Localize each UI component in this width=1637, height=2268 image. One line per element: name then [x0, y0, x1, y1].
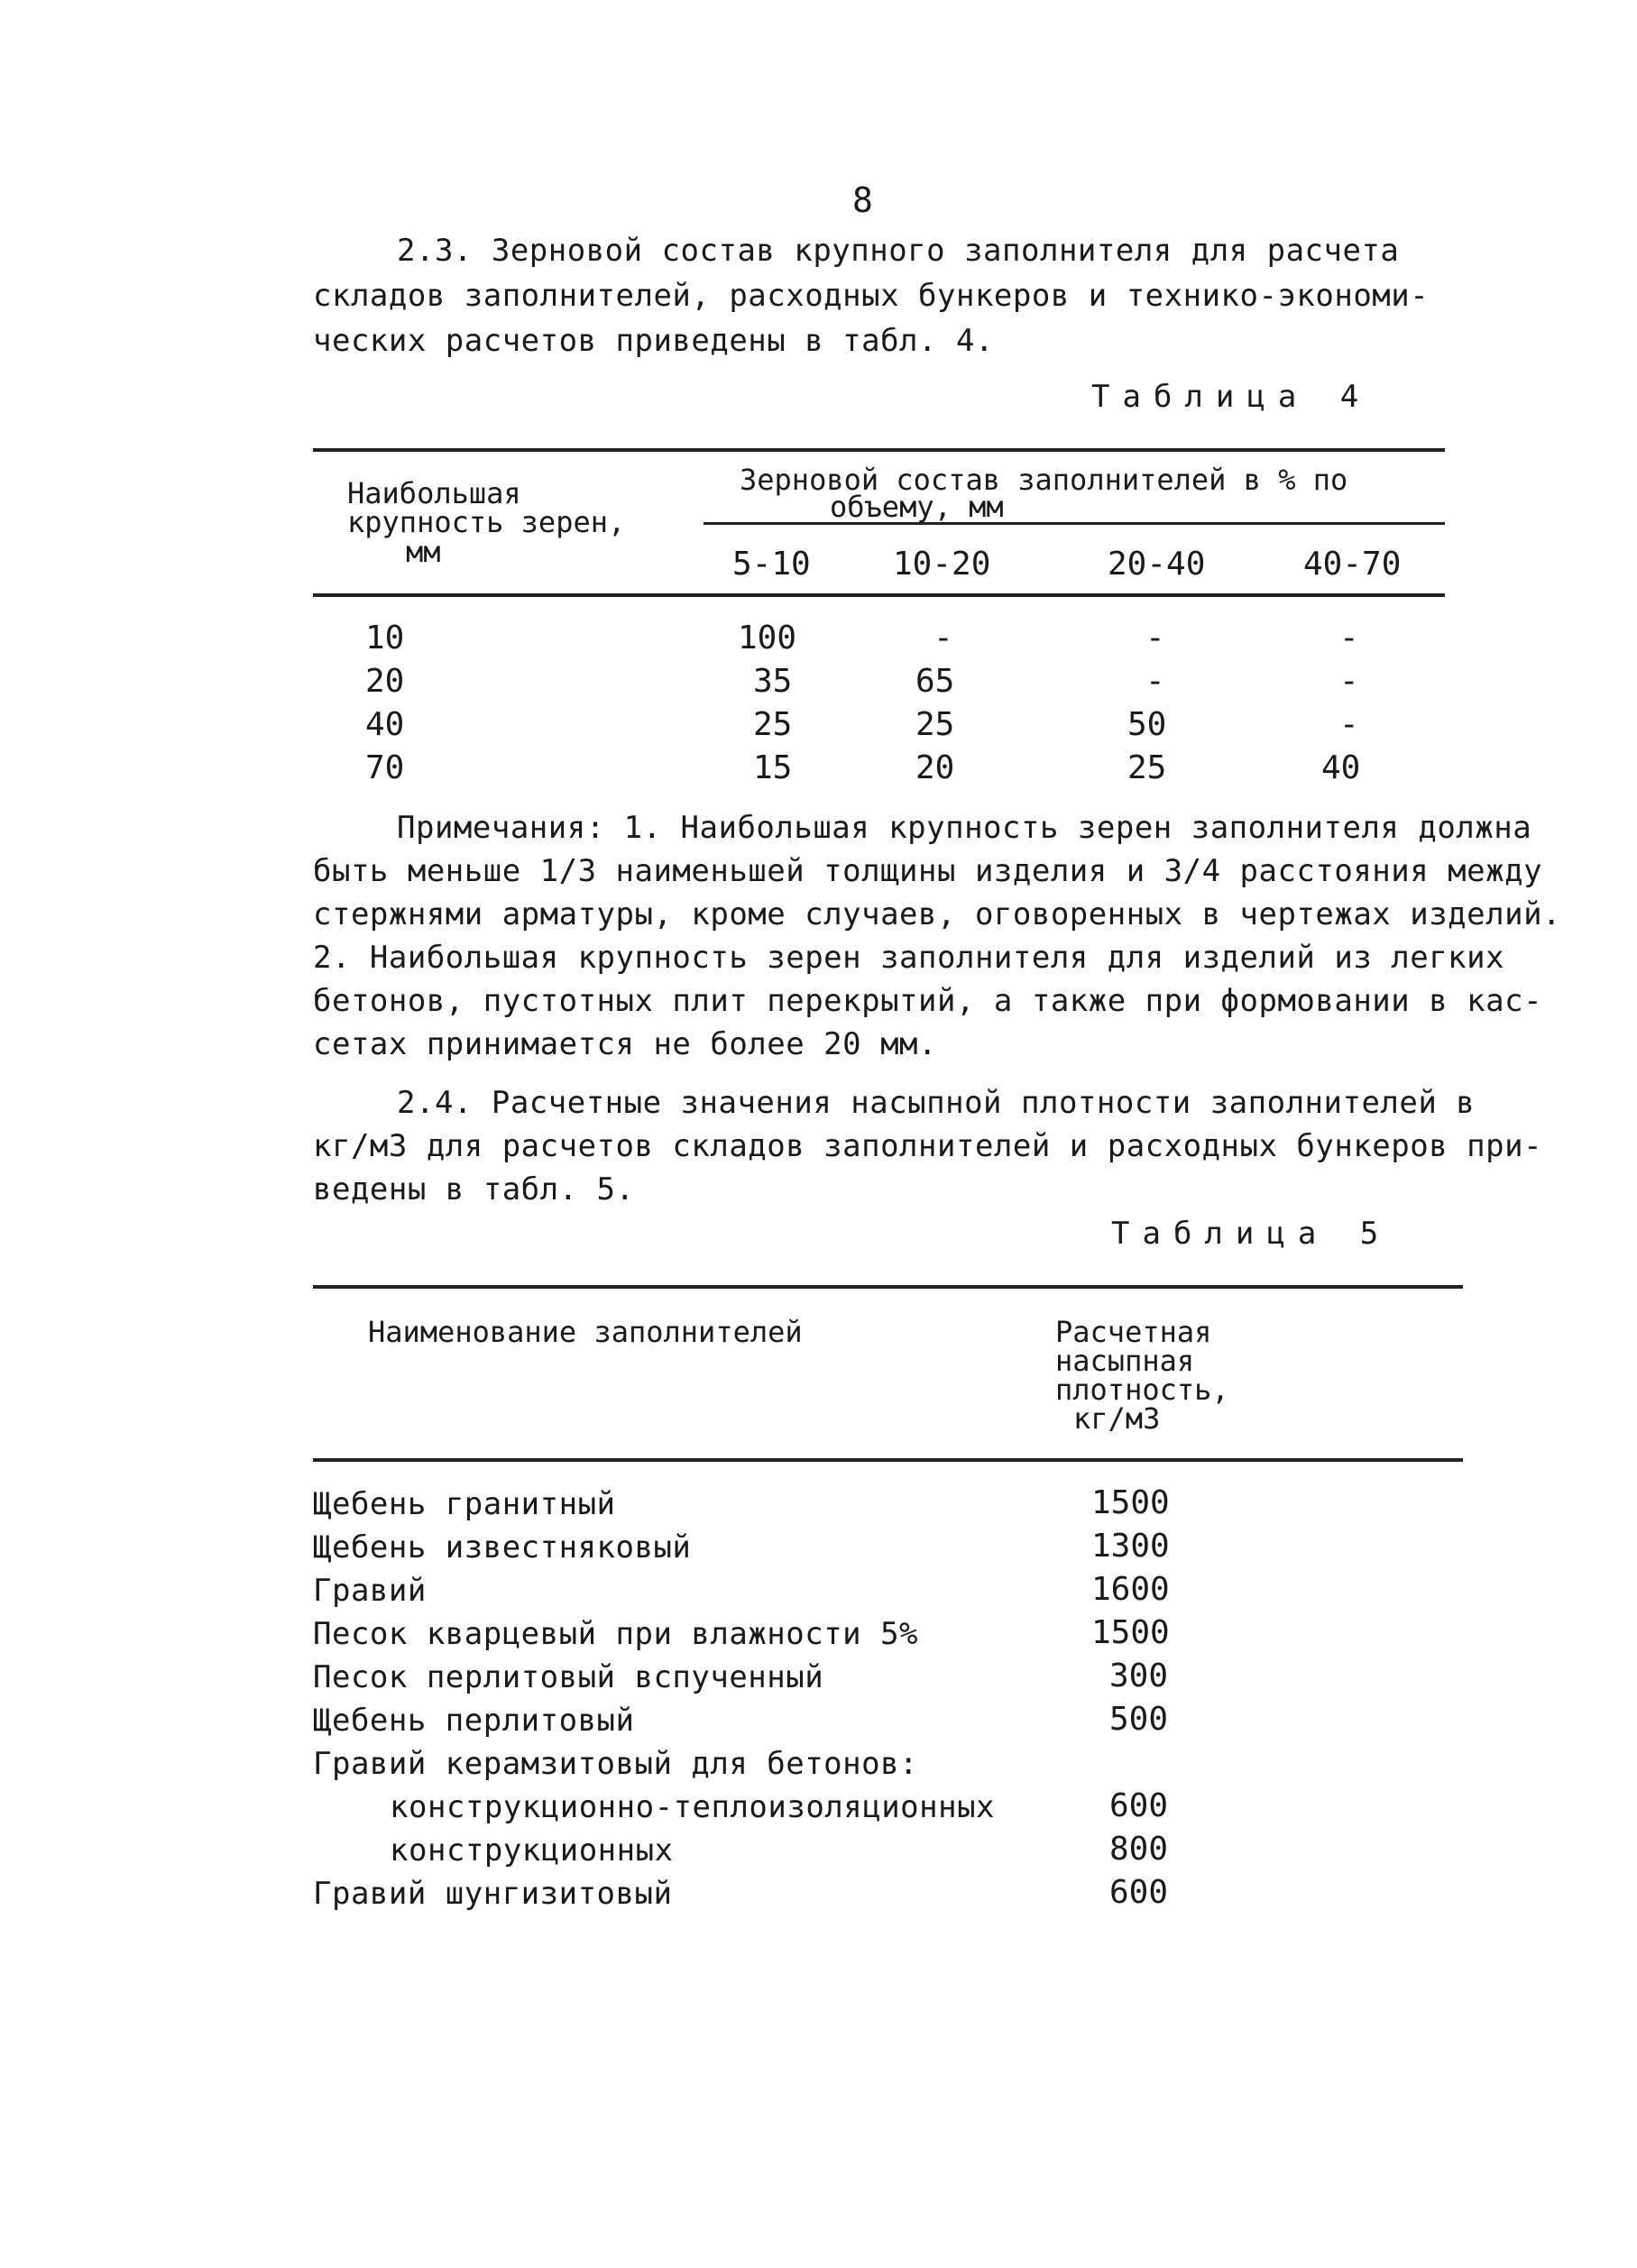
page-number: 8 [852, 180, 873, 220]
table-5-name: Щебень гранитный [313, 1486, 616, 1522]
table-4-cell: 65 [915, 663, 955, 700]
table-4-col-header-40-70: 40-70 [1303, 546, 1402, 583]
notes-line-4: 2. Наибольшая крупность зерен заполнителя для изделий из легких [313, 940, 1505, 976]
table-4-col-header-10-20: 10-20 [893, 546, 991, 583]
table-4-group-rule [704, 522, 1445, 525]
table-5-value: 1500 [1091, 1484, 1170, 1521]
table-4-cell: 25 [1127, 749, 1167, 786]
table-4-header-size-line-1: Наибольшая [347, 476, 521, 510]
section-2-3-line-1: 2.3. Зерновой состав крупного заполнителя для расчета [397, 233, 1400, 269]
table-4-size: 40 [365, 706, 405, 743]
table-4-cell: - [933, 620, 953, 657]
table-4-group-header-2: объему, мм [830, 490, 1004, 524]
section-2-4-line-1: 2.4. Расчетные значения насыпной плотности заполнителей в [397, 1085, 1476, 1121]
table-4-cell: 100 [738, 620, 797, 657]
table-4-group-header: Зерновой состав заполнителей в % по [740, 463, 1348, 497]
notes-line-1: Примечания: 1. Наибольшая крупность зерен заполнителя должна [397, 810, 1532, 846]
table-4-size: 10 [365, 620, 405, 657]
table-4-cell: 20 [915, 749, 955, 786]
table-4-cell: 25 [753, 706, 793, 743]
table-4-cell: - [1339, 620, 1359, 657]
table-4-size: 70 [365, 749, 405, 786]
table-4-cell: - [1339, 706, 1359, 743]
section-2-3-line-2: складов заполнителей, расходных бункеров и технико-экономи- [313, 278, 1430, 314]
table-5-name: конструкционно-теплоизоляционных [390, 1789, 996, 1825]
table-5-name: Гравий керамзитовый для бетонов: [313, 1746, 919, 1782]
table-5-header-rule [313, 1458, 1463, 1462]
table-5-header-value-line-2: насыпная [1055, 1344, 1195, 1378]
table-4-cell: 40 [1321, 749, 1361, 786]
table-4-cell: 50 [1127, 706, 1167, 743]
table-5-name: Песок кварцевый при влажности 5% [313, 1616, 919, 1652]
table-5-header-value-line-3: плотность, [1055, 1373, 1229, 1407]
section-2-4-line-3: ведены в табл. 5. [313, 1171, 635, 1207]
table-4-cell: 15 [753, 749, 793, 786]
table-4-cell: - [1145, 663, 1165, 700]
table-5-value: 600 [1109, 1874, 1169, 1911]
notes-line-6: сетах принимается не более 20 мм. [313, 1026, 938, 1062]
table-4-caption: Таблица 4 [1091, 379, 1372, 415]
table-4-col-header-5-10: 5-10 [732, 546, 811, 583]
table-5-value: 500 [1109, 1701, 1169, 1738]
table-5-name: Песок перлитовый вспученный [313, 1659, 824, 1695]
notes-line-5: бетонов, пустотных плит перекрытий, а также при формовании в кас- [313, 983, 1543, 1019]
table-5-value: 600 [1109, 1787, 1169, 1824]
section-2-4-line-2: кг/м3 для расчетов складов заполнителей и расходных бункеров при- [313, 1128, 1543, 1164]
table-4-cell: - [1145, 620, 1165, 657]
table-4-header-size-line-2: крупность зерен, [347, 505, 626, 539]
notes-line-3: стержнями арматуры, кроме случаев, оговоренных в чертежах изделий. [313, 896, 1562, 932]
section-2-3-line-3: ческих расчетов приведены в табл. 4. [313, 323, 994, 359]
table-5-name: Щебень перлитовый [313, 1703, 635, 1739]
table-5-value: 300 [1109, 1657, 1169, 1694]
table-5-caption: Таблица 5 [1111, 1216, 1392, 1252]
table-5-header-value-line-4: кг/м3 [1073, 1401, 1161, 1436]
table-4-cell: 35 [753, 663, 793, 700]
table-5-header-name: Наименование заполнителей [368, 1315, 803, 1349]
table-5-name: конструкционных [390, 1832, 674, 1869]
table-5-name: Щебень известняковый [313, 1529, 692, 1566]
table-5-name: Гравий [313, 1573, 427, 1609]
table-5-name: Гравий шунгизитовый [313, 1876, 673, 1912]
notes-line-2: быть меньше 1/3 наименьшей толщины изделия и 3/4 расстояния между [313, 853, 1543, 889]
table-5-top-rule [313, 1285, 1463, 1289]
table-5-header-value-line-1: Расчетная [1055, 1315, 1212, 1349]
table-4-header-size-line-3: мм [406, 535, 441, 569]
table-4-size: 20 [365, 663, 405, 700]
table-4-cell: 25 [915, 706, 955, 743]
table-4-header-rule [313, 593, 1445, 597]
table-5-value: 1500 [1091, 1614, 1170, 1651]
table-4-top-rule [313, 448, 1445, 452]
table-4-col-header-20-40: 20-40 [1108, 546, 1206, 583]
table-4-cell: - [1339, 663, 1359, 700]
table-5-value: 1600 [1091, 1571, 1170, 1608]
table-5-value: 1300 [1091, 1528, 1170, 1565]
table-5-value: 800 [1109, 1831, 1169, 1868]
